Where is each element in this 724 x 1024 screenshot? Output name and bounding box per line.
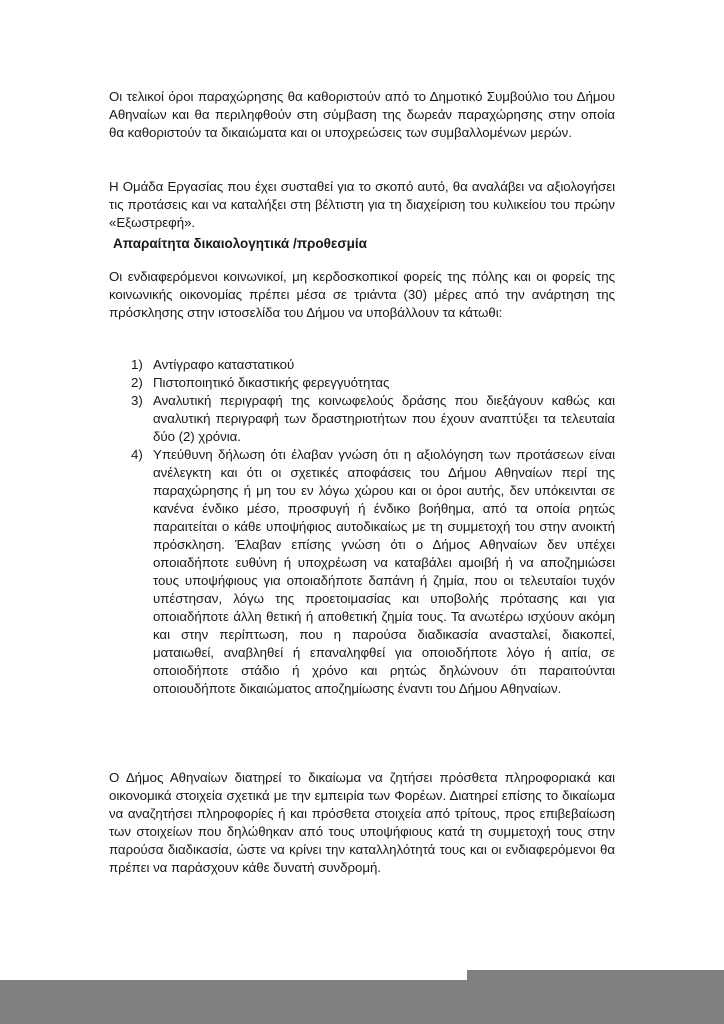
list-item — [109, 356, 615, 374]
list-item — [109, 446, 615, 698]
list-item-number: 4) — [131, 447, 143, 462]
list-item — [109, 374, 615, 392]
paragraph-terms: Οι τελικοί όροι παραχώρησης θα καθοριστούν από το Δημοτικό Συμβούλιο του Δήμου Αθηναίων και θα περιληφθούν στη σύμβαση της δωρεάν παραχώρησης στην οποία θα καθοριστούν τα δικαιώματα και οι υποχρεώσεις των συμβαλλομένων μερών. — [109, 89, 615, 140]
paragraph-working-group: Η Ομάδα Εργασίας που έχει συσταθεί για το σκοπό αυτό, θα αναλάβει να αξιολογήσει τις προτάσεις και να καταλήξει στη βέλτιστη για τη διαχείριση του κυλικείου του πρώην «Εξωστρεφή». — [109, 179, 615, 230]
section-heading: Απαραίτητα δικαιολογητικά /προθεσμία — [113, 236, 367, 251]
list-item — [109, 392, 615, 446]
list-item-text: Αντίγραφο καταστατικού — [153, 357, 295, 372]
list-item-text: Πιστοποιητικό δικαστικής φερεγγυότητας — [153, 375, 390, 390]
paragraph-intro: Οι ενδιαφερόμενοι κοινωνικοί, μη κερδοσκοπικοί φορείς της πόλης και οι φορείς της κοινωνικής οικονομίας πρέπει μέσα σε τριάντα (30) μέρες από την ανάρτηση της πρόσκλησης στην ιστοσελίδα του Δήμου να υποβάλλουν τα κάτωθι: — [109, 269, 615, 320]
footer-bar-right — [467, 970, 724, 1024]
list-item-number: 3) — [131, 393, 143, 408]
list-item-number: 2) — [131, 375, 143, 390]
requirements-list — [109, 356, 615, 698]
list-item-text: Αναλυτική περιγραφή της κοινωφελούς δράσης που διεξάγουν καθώς και αναλυτική περιγραφή των δραστηριοτήτων που έχουν αναπτύξει τα τελευταία δύο (2) χρόνια. — [153, 393, 615, 444]
list-item-text: Υπεύθυνη δήλωση ότι έλαβαν γνώση ότι η αξιολόγηση των προτάσεων είναι ανέλεγκτη και ότι οι σχετικές αποφάσεις του Δήμου Αθηναίων περί της παραχώρησης ή μη του εν λόγω χώρου και οι όροι αυτής, δεν υπόκεινται σε κανένα ένδικο μέσο, προσφυγή ή ένδικο βοήθημα, από τα οποία ρητώς παραιτείται ο κάθε υποψήφιος αυτοδικαίως με τη συμμετοχή του στην ανοικτή πρόσκληση. Έλαβαν επίσης γνώση ότι ο Δήμος Αθηναίων δεν υπέχει οποιαδήποτε ευθύνη ή υποχρέωση να καταβάλει αμοιβή ή να αποζημιώσει τους υποψήφιους για οποιαδήποτε δαπάνη ή ζημία, που οι τελευταίοι τυχόν υπέστησαν, λόγω της προετοιμασίας και υποβολής πρότασης και για οποιαδήποτε άλλη θετική ή αποθετική ζημία τους. Τα ανωτέρω ισχύουν ακόμη και στην περίπτωση, που η παρούσα διαδικασία ανασταλεί, διακοπεί, ματαιωθεί, αναβληθεί ή επαναληφθεί για οποιοδήποτε λόγο ή αιτία, σε οποιοδήποτε στάδιο ή χρόνο και ρητώς δηλώνουν ότι παραιτούνται οποιουδήποτε δικαιώματος αποζημίωσης έναντι του Δήμου Αθηναίων. — [153, 447, 615, 696]
footer-bar-left — [0, 980, 467, 1024]
paragraph-closing: Ο Δήμος Αθηναίων διατηρεί το δικαίωμα να ζητήσει πρόσθετα πληροφοριακά και οικονομικά στοιχεία σχετικά με την εμπειρία των Φορέων. Διατηρεί επίσης το δικαίωμα να αναζητήσει πληροφορίες ή και πρόσθετα στοιχεία από τρίτους, προς επιβεβαίωση των στοιχείων που δηλώθηκαν από τους υποψήφιους κατά τη συμμετοχή τους στην παρούσα διαδικασία, ώστε να κρίνει την καταλληλότητά τους και οι ενδιαφερόμενοι θα πρέπει να παράσχουν κάθε δυνατή συνδρομή. — [109, 770, 615, 875]
list-item-number: 1) — [131, 357, 143, 372]
